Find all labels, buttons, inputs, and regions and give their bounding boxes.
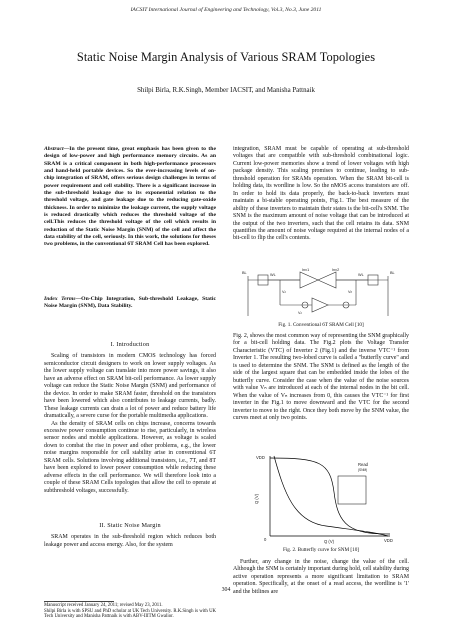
intro-heading: I. Introduction [110, 341, 150, 348]
label-wl-right: WL [358, 273, 364, 277]
right-paragraph-3-text: Further, any change in the noise, change the value of the cell. Although the SNM is certainly important during hold, cell stability during active operation represents a more significant limitation to SRAM operation. Specifically, at the onset of a read access, the wordline is '1' and the bitlines are [233, 559, 409, 595]
intro-paragraph-2: As the density of SRAM cells on chips increase, concerns towards excessive power consumption continue to rise, particularly, in wireless sensor nodes and mobile applications. However, as voltage is scaled down to combat the rise in power and other problems, e.g., the lower noise margins responsible for cell stability arise in conventional 6T SRAM cells. Solutions involving additional transistors, i.e., 7T, and 8T have been explored to lower power consumption while reducing these adverse effects in the cell performance. We will therefore look into a couple of these SRAM Cells topologies that allow the cell to operate at subthreshold voltages, successfully. [44, 420, 216, 494]
figure-1-caption: Fig. 1. Conventional 6T SRAM Cell [10] [278, 322, 364, 328]
journal-header: IACSIT International Journal of Engineering and Technology, Vol.3, No.3, June 2011 [130, 7, 322, 13]
x-axis-label: Q (V) [324, 539, 335, 544]
figure-2-caption: Fig. 2. Butterfly curve for SNM [10] [282, 547, 360, 553]
abstract-text: —In the present time, great emphasis has been given to the design of low-power and high performance memory circuits. As an SRAM is a critical component in both high-performance processors and hand-held portable devices. So the ever-increasing levels of on-chip integration of SRAM, offers serious design challenges in terms of power requirement and cell stability. There is a significant increase in the sub-threshold leakage due to its exponential relation to the threshold voltage, and gate leakage due to the reducing gate-oxide thickness. In order to minimize the leakage current, the supply voltage is reduced drastically which reduces the threshold voltage of the cell.This reduces the threshold voltage of the cell which results in reduction of the Static Noise Margin (SNM) of the cell and affect the data stability of the cell, seriously. In this work, the solutions for theses two problems, in the conventional 6T SRAM Cell has been explored. [44, 146, 216, 248]
right-paragraph-2: Fig. 2, shows the most common way of representing the SNM graphically for a bit-cell holding data. The Fig.2 plots the Voltage Transfer Characteristic (VTC) of Inverter 2 (Fig.1) and the inverse VTC⁻¹ from Inverter 1. The resulting two-lobed curve is called a "butterfly curve" and is used to determine the SNM. The SNM is defined as the length of the side of the largest square that can be embedded inside the lobes of the butterfly curve. Consider the case when the value of the noise sources with value Vₙ are introduced at each of the internal nodes in the bit cell. When the value of Vₙ increases from 0, this causes the VTC⁻¹ for first inverter in the Fig.1 to move downward and the VTC for the second inverter to move to the right. Once they both move by the SNM value, the curves meet at only two points. [233, 333, 409, 421]
inverse-vtc-curve [274, 456, 388, 536]
inverter-1-symbol [300, 272, 318, 288]
snm-square [338, 476, 366, 504]
footnote-rule [44, 601, 114, 602]
snm-heading: II. Static Noise Margin [99, 522, 161, 529]
index-terms-text: —On-Chip Integration, Sub-threshold Leakage, Static Noise Margin (SNM), Data Stability. [44, 296, 216, 310]
y-axis-label: Q (V) [254, 493, 259, 504]
label-inv1: Inv1 [302, 268, 310, 272]
inverter-2-symbol [318, 272, 336, 288]
footnote: Manuscript received January 24, 2011; revised May 23, 2011. Shilpi Birla is with SPSU and PhD scholar at UK Tech University. R.K.Singh is with UK Tech University and Manisha Pattnaik is with ABV-IIITM Gwalior. [44, 603, 216, 620]
figure-2-butterfly-curve [250, 452, 408, 544]
intro-paragraph-1: Scaling of transistors in modern CMOS technology has forced semiconductor circuit designers to work on lower supply voltages. As the lower supply voltage can translate into more power savings, it also have an adverse effect on SRAM bit-cell performance. As lower supply voltage can reduce the Static Noise Margin (SNM) and performance of the device. In order to make SRAM faster, threshold on the transistors have been lowered which also contributes to leakage currents, badly. These leakage currents can drain a lot of power and reduce battery life dramatically, a severe curse for the portable multimedia applications. [44, 353, 216, 420]
abstract-lead: Abstract [44, 146, 64, 152]
page-number: 304 [221, 587, 231, 593]
label-origin: 0 [264, 537, 267, 542]
label-read-snm: (SNM) [358, 468, 368, 472]
label-read: Read [358, 462, 369, 467]
label-inv2: Inv2 [332, 268, 340, 272]
index-terms-lead: Index Terms [44, 296, 76, 302]
snm-paragraph-1: SRAM operates in the sub-threshold region which reduces both leakage power and access energy. Also, for the system [44, 534, 216, 548]
right-paragraph-1: integration, SRAM must be capable of operating at sub-threshold voltages that are compatible with sub-threshold combinational logic. Current low-power memories show a trend of lower voltages with high package density. This scaling promises to continue, leading to sub-threshold operation for SRAMs operation. When the SRAM bit-cell is holding data, its wordline is low. So the nMOS access transistors are off. In order to hold its data properly, the back-to-back inverters must maintain a bi-stable operating points, Fig.1. The best measure of the ability of these inverters to maintain their states is the bit-cell's SNM. The SNM is the maximum amount of noise voltage that can be introduced at the output of the two inverters, such that the cell retains its data. SNM quantifies the amount of noise voltage required at the internal nodes of a bit-cell to flip the cell's contents. [233, 146, 409, 242]
label-bl: BL [242, 271, 247, 275]
inverter-feedback-symbol [312, 298, 328, 312]
label-blb: BL [390, 271, 395, 275]
abstract [44, 146, 216, 249]
intro-section [44, 341, 216, 495]
paper-title: Static Noise Margin Analysis of Various SRAM Topologies [76, 50, 376, 64]
label-vn2: Vₙ [298, 311, 303, 315]
label-vr: Vₕ [348, 290, 353, 294]
paper-authors: Shilpi Birla, R.K.Singh, Member IACSIT, and Manisha Pattnaik [137, 87, 315, 94]
label-vdd-right: VDD [384, 538, 393, 543]
index-terms [44, 296, 216, 311]
label-wl-left: WL [270, 273, 276, 277]
figure-1-sram-cell [240, 266, 406, 318]
label-vn1: Vₙ [282, 290, 287, 294]
snm-section [44, 522, 216, 549]
label-vdd-top: VDD [256, 455, 265, 460]
